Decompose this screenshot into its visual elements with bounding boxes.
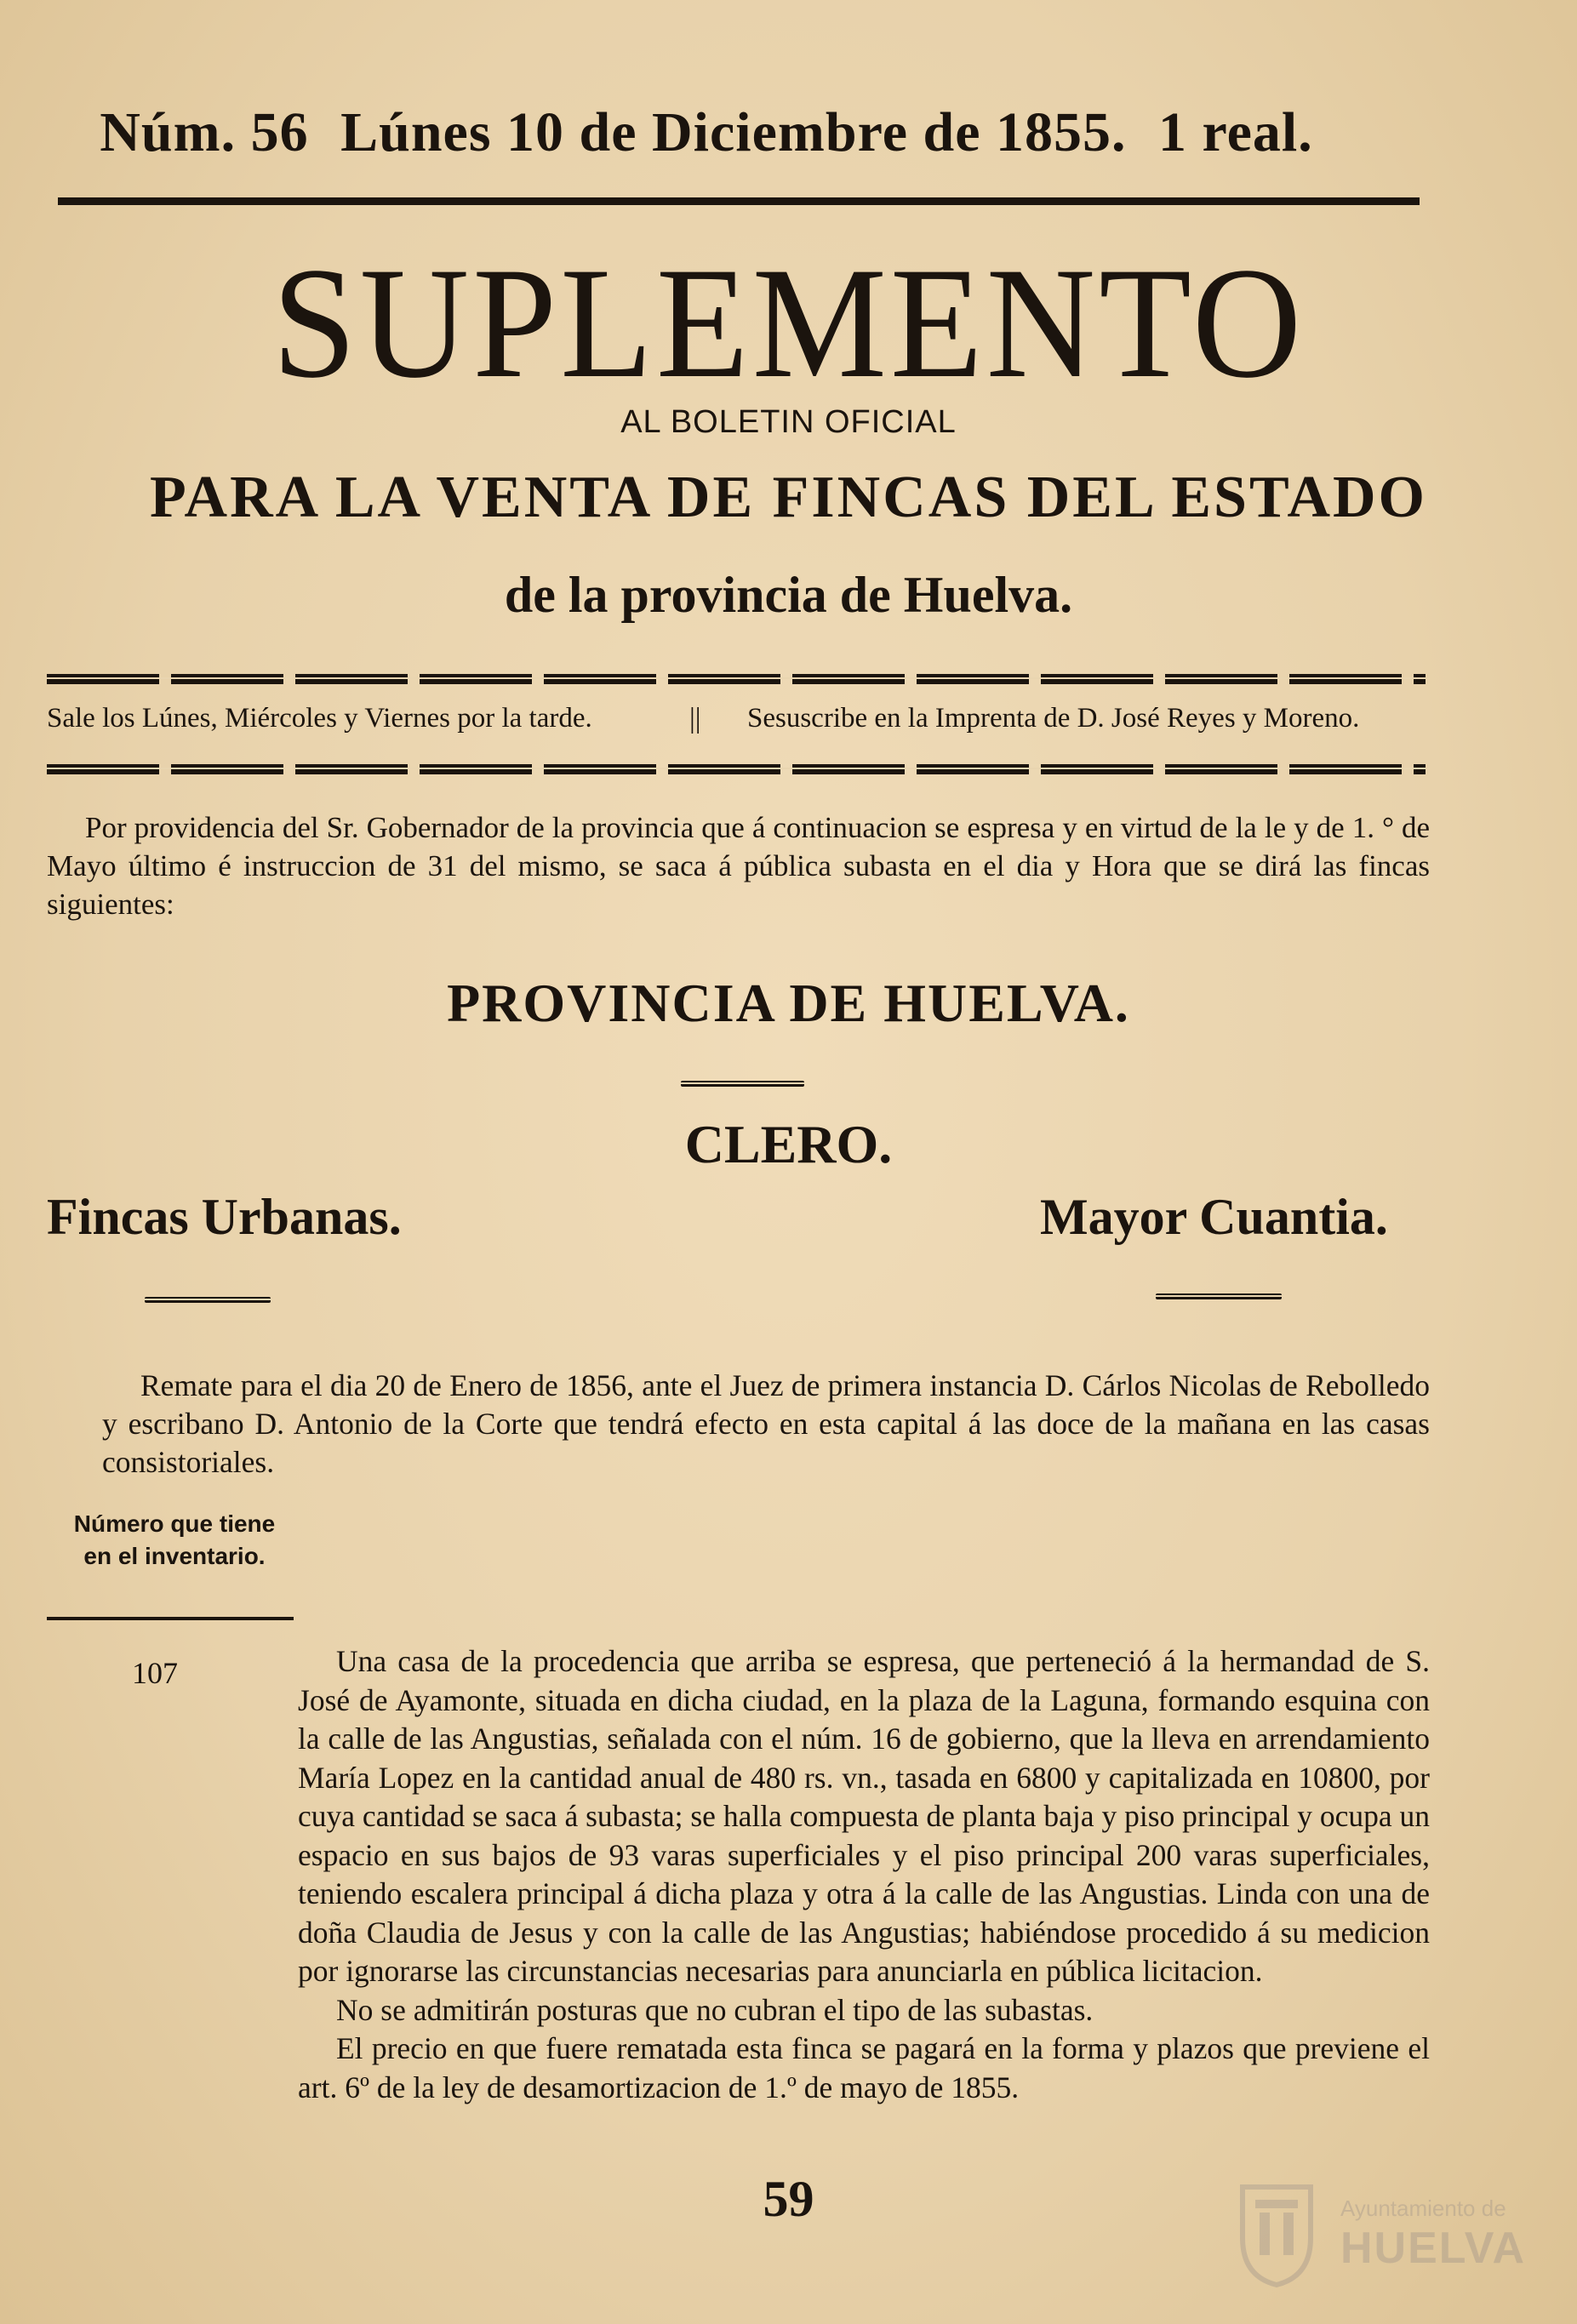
province-heading: PROVINCIA DE HUELVA. bbox=[447, 973, 1130, 1033]
page-title: SUPLEMENTO bbox=[271, 234, 1306, 411]
inventory-label: Número que tiene en el inventario. bbox=[73, 1510, 276, 1569]
mayor-cuantia-heading: Mayor Cuantia. bbox=[1040, 1189, 1388, 1245]
entry-condition: No se admitirán posturas que no cubran el tipo de las subastas. bbox=[336, 1992, 1094, 2027]
subtitle-provincia: de la provincia de Huelva. bbox=[504, 567, 1073, 623]
left-heading-rule bbox=[145, 1297, 271, 1303]
publication-subscription: Sesuscribe en la Imprenta de D. José Reyes y Moreno. bbox=[747, 703, 1360, 734]
watermark-line2: HUELVA bbox=[1340, 2224, 1527, 2273]
publication-separator: || bbox=[689, 703, 701, 734]
right-heading-rule bbox=[1156, 1293, 1282, 1299]
masthead-rule bbox=[58, 197, 1420, 205]
issue-number: Núm. 56 bbox=[100, 101, 309, 163]
subtitle-boletin: AL BOLETIN OFICIAL bbox=[620, 404, 957, 440]
inventory-rule bbox=[47, 1617, 294, 1620]
issue-date: Lúnes 10 de Diciembre de 1855. bbox=[340, 101, 1127, 163]
divider-bottom bbox=[47, 764, 1426, 774]
subtitle-venta: PARA LA VENTA DE FINCAS DEL ESTADO bbox=[149, 465, 1427, 530]
masthead bbox=[51, 100, 1362, 165]
page-number: 59 bbox=[763, 2171, 814, 2227]
divider-top bbox=[47, 674, 1426, 684]
entry-body bbox=[298, 1642, 1430, 2107]
crest-icon bbox=[1226, 2178, 1328, 2289]
intro-paragraph: Por providencia del Sr. Gobernador de la provincia que á continuacion se espresa y en virtud de la le y de 1. ° de Mayo último é instruccion de 31 del mismo, se saca á pública subasta en el dia y Hora que se dirá las fincas siguientes: bbox=[47, 811, 1430, 921]
entry-payment: El precio en que fuere rematada esta finca se pagará en la forma y plazos que previene el art. 6º de la ley de desamortizacion de 1.º de mayo de 1855. bbox=[298, 2031, 1430, 2104]
watermark-line1: Ayuntamiento de bbox=[1340, 2196, 1506, 2221]
entry-description: Una casa de la procedencia que arriba se espresa, que perteneció á la hermandad de S. José de Ayamonte, situada en dicha ciudad, en la plaza de la Laguna, formando esquina con la calle de las Angustias, señalada con el núm. 16 de gobierno, que la lleva en arrendamiento María Lopez en la cantidad anual de 480 rs. vn., tasada en 6800 y capitalizada en 10800, por cuya cantidad se saca á subasta; se halla compuesta de planta baja y piso principal y ocupa un espacio en sus bajos de 93 varas superficiales y el piso principal 200 varas superficiales, teniendo escalera principal á dicha plaza y otra á la calle de las Angustias. Linda con una de doña Claudia de Jesus y con la calle de las Angustias; habiéndose procedido á su medicion por ignorarse las circunstancias necesarias para anunciarla en pública licitacion. bbox=[298, 1644, 1430, 1988]
publication-schedule: Sale los Lúnes, Miércoles y Viernes por la tarde. bbox=[47, 703, 592, 734]
inventory-number: 107 bbox=[132, 1656, 178, 1690]
auction-notice: Remate para el dia 20 de Enero de 1856, ante el Juez de primera instancia D. Cárlos Nicolas de Rebolledo y escribano D. Antonio de la Corte que tendrá efecto en esta capital á las doce de la mañana en las casas consistoriales. bbox=[102, 1368, 1430, 1479]
issue-price: 1 real. bbox=[1158, 101, 1313, 163]
fincas-urbanas-heading: Fincas Urbanas. bbox=[47, 1189, 402, 1245]
province-rule bbox=[681, 1081, 804, 1087]
category-heading: CLERO. bbox=[684, 1114, 893, 1174]
watermark bbox=[1226, 2178, 1532, 2289]
